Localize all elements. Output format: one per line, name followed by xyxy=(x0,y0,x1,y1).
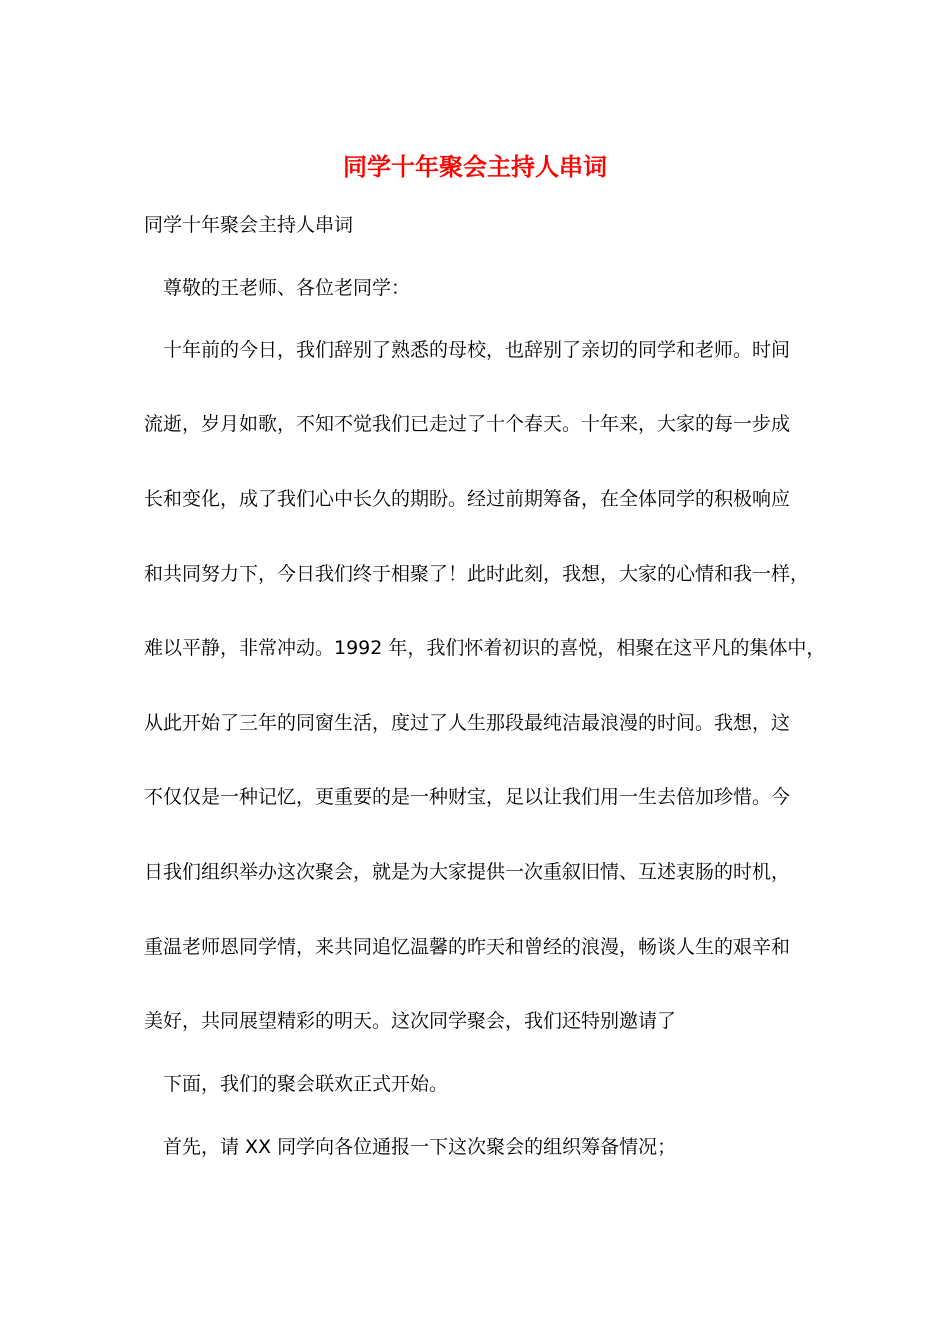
body-line: 流逝，岁月如歌，不知不觉我们已走过了十个春天。十年来，大家的每一步成 xyxy=(144,413,791,435)
body-line: 和共同努力下，今日我们终于相聚了！此时此刻，我想，大家的心情和我一样， xyxy=(144,563,810,585)
body-line: 美好，共同展望精彩的明天。这次同学聚会，我们还特别邀请了 xyxy=(144,1010,677,1032)
salutation: 尊敬的王老师、各位老同学： xyxy=(163,277,411,299)
body-line: 日我们组织举办这次聚会，就是为大家提供一次重叙旧情、互述衷肠的时机， xyxy=(144,861,791,883)
body-line: 十年前的今日，我们辞别了熟悉的母校，也辞别了亲切的同学和老师。时间 xyxy=(163,339,791,361)
paragraph-start-party: 下面，我们的聚会联欢正式开始。 xyxy=(163,1073,449,1095)
document-subtitle: 同学十年聚会主持人串词 xyxy=(144,214,354,236)
body-line: 难以平静，非常冲动。1992 年，我们怀着初识的喜悦，相聚在这平凡的集体中， xyxy=(144,637,826,659)
body-line: 长和变化，成了我们心中长久的期盼。经过前期筹备，在全体同学的积极响应 xyxy=(144,488,791,510)
body-line: 不仅仅是一种记忆，更重要的是一种财宝，足以让我们用一生去倍加珍惜。今 xyxy=(144,786,791,808)
body-line: 从此开始了三年的同窗生活，度过了人生那段最纯洁最浪漫的时间。我想，这 xyxy=(144,712,791,734)
paragraph-first-item: 首先，请 XX 同学向各位通报一下这次聚会的组织筹备情况； xyxy=(163,1136,677,1158)
document-title: 同学十年聚会主持人串词 xyxy=(343,152,607,181)
body-line: 重温老师恩同学情，来共同追忆温馨的昨天和曾经的浪漫，畅谈人生的艰辛和 xyxy=(144,936,791,958)
